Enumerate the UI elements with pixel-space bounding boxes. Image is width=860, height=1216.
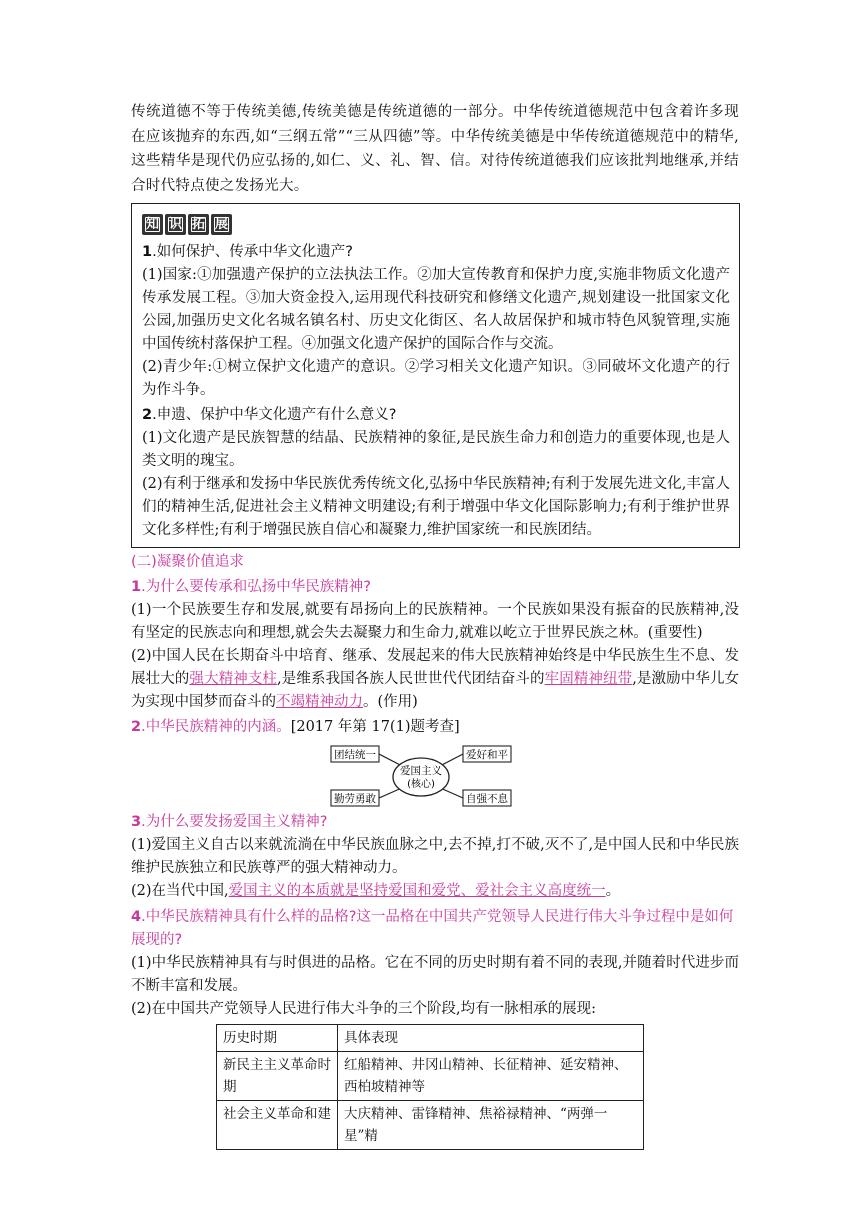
exam-note: [2017 年第 17(1)题考查]	[290, 719, 460, 735]
table-header-cell: 具体表现	[338, 1025, 644, 1052]
box-q2-answer-2: (2)有利于继承和发扬中华民族优秀传统文化,弘扬中华民族精神;有利于发展先进文化,丰富人们的精神生活,促进社会主义精神文明建设;有利于增强中华文化国际影响力;有利于维护世界文化多样性;有利于增强民族自信心和凝聚力,维护国家统一和民族团结。	[142, 476, 730, 538]
table-header-cell: 历史时期	[217, 1025, 338, 1052]
table-cell-period: 社会主义革命和建	[217, 1101, 338, 1150]
question-3-title: 3.为什么要发扬爱国主义精神?	[131, 814, 328, 830]
knowledge-extension-badge	[142, 214, 730, 235]
intro-paragraph: 传统道德不等于传统美德,传统美德是传统道德的一部分。中华传统道德规范中包含着许多现在应该抛弃的东西,如“三纲五常”“三从四德”等。中华传统美德是中华传统道德规范中的精华,这些精华是现代仍应弘扬的,如仁、义、礼、智、信。对待传统道德我们应该批判地继承,并结合时代特点使之发扬光大。	[131, 104, 739, 194]
table-cell-spirit: 红船精神、井冈山精神、长征精神、延安精神、西柏坡精神等	[338, 1052, 644, 1101]
badge-char: 识	[165, 214, 186, 235]
table-row	[217, 1052, 644, 1101]
document-page	[131, 100, 739, 1150]
diagram-node-tl: 团结统一	[334, 749, 376, 761]
question-2-title: 2.中华民族精神的内涵。[2017 年第 17(1)题考查]	[131, 719, 460, 735]
table-cell-spirit: 大庆精神、雷锋精神、焦裕禄精神、“两弹一星”精	[338, 1101, 644, 1150]
box-q1-answer-2: (2)青少年:①树立保护文化遗产的意识。②学习相关文化遗产知识。③同破坏文化遗产的行为作斗争。	[142, 359, 730, 398]
box-q1-answer-1: (1)国家:①加强遗产保护的立法执法工作。②加大宣传教育和保护力度,实施非物质文化遗产传承发展工程。③加大资金投入,运用现代科技研究和修缮文化遗产,规划建设一批国家文化公园,加强历史文化名城名镇名村、历史文化街区、名人故居保护和城市特色风貌管理,实施中国传统村落保护工程。④加强文化遗产保护的国际合作与交流。	[142, 267, 730, 352]
q4-answer-2: (2)在中国共产党领导人民进行伟大斗争的三个阶段,均有一脉相承的展现:	[131, 1001, 597, 1017]
box-q2-answer-1: (1)文化遗产是民族智慧的结晶、民族精神的象征,是民族生命力和创造力的重要体现,也是人类文明的瑰宝。	[142, 430, 730, 469]
q1-answer-2: (2)中国人民在长期奋斗中培育、继承、发展起来的伟大民族精神始终是中华民族生生不息、发展壮大的强大精神支柱,是维系我国各族人民世世代代团结奋斗的牢固精神纽带,是激励中华儿女为实现中国梦而奋斗的不竭精神动力。(作用)	[131, 648, 740, 710]
keyword-underline: 强大精神支柱	[189, 671, 278, 687]
diagram-node-tr: 爱好和平	[466, 749, 508, 761]
keyword-underline: 牢固精神纽带	[544, 671, 633, 687]
diagram-center-label: 爱国主义	[400, 765, 442, 777]
diagram-node-bl: 勤劳勇敢	[334, 793, 376, 805]
keyword-underline: 不竭精神动力	[276, 694, 363, 710]
table-cell-period: 新民主主义革命时期	[217, 1052, 338, 1101]
box-question-2: 2.申遗、保护中华文化遗产有什么意义?	[142, 407, 397, 423]
diagram-node-br: 自强不息	[466, 793, 508, 805]
keyword-underline: 爱国主义的本质就是坚持爱国和爱党、爱社会主义高度统一	[228, 883, 606, 899]
section-title: (二)凝聚价值追求	[131, 554, 244, 570]
diagram-center-sub: (核心)	[407, 779, 435, 790]
box-question-1: 1.如何保护、传承中华文化遗产?	[142, 244, 353, 260]
q3-answer-1: (1)爱国主义自古以来就流淌在中华民族血脉之中,去不掉,打不破,灭不了,是中国人民和中华民族维护民族独立和民族尊严的强大精神动力。	[131, 837, 739, 876]
knowledge-extension-box	[131, 203, 740, 548]
q4-answer-1: (1)中华民族精神具有与时俱进的品格。它在不同的历史时期有着不同的表现,并随着时代进步而不断丰富和发展。	[131, 955, 739, 994]
q3-answer-2: (2)在当代中国,爱国主义的本质就是坚持爱国和爱党、爱社会主义高度统一。	[131, 883, 621, 899]
badge-char: 知	[142, 214, 163, 235]
question-4-title: 4.中华民族精神具有什么样的品格?这一品格在中国共产党领导人民进行伟大斗争过程中是如何展现的?	[131, 909, 734, 948]
q1-answer-1: (1)一个民族要生存和发展,就要有昂扬向上的民族精神。一个民族如果没有振奋的民族精神,没有坚定的民族志向和理想,就会失去凝聚力和生命力,就难以屹立于世界民族之林。(重要性)	[131, 602, 739, 641]
national-spirit-diagram	[321, 743, 521, 809]
table-row	[217, 1101, 644, 1150]
question-1-title: 1.为什么要传承和弘扬中华民族精神?	[131, 579, 371, 595]
history-periods-table	[216, 1024, 644, 1150]
badge-char: 拓	[188, 214, 209, 235]
badge-char: 展	[211, 214, 232, 235]
intro-section	[131, 100, 739, 198]
table-header-row	[217, 1025, 644, 1052]
